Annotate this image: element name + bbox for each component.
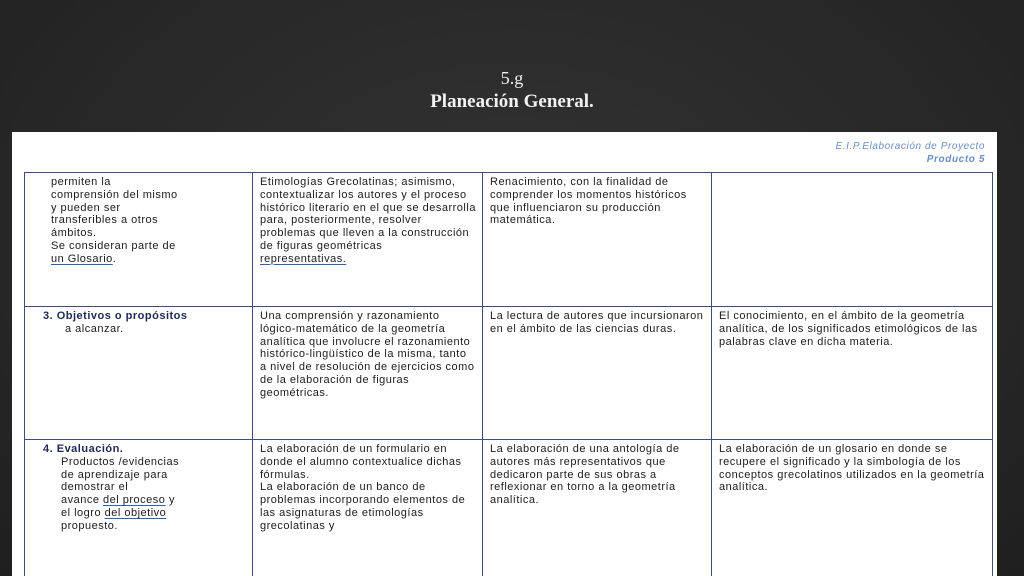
cell-line: Productos /evidencias xyxy=(61,455,180,468)
cell-line xyxy=(43,494,246,507)
cell-line: propuesto. xyxy=(61,519,118,532)
table-row xyxy=(25,173,993,307)
cell-line: y pueden ser xyxy=(51,201,121,214)
table-cell xyxy=(253,173,483,307)
slide-number: 5.g xyxy=(500,68,524,88)
table-row xyxy=(25,307,993,440)
cell-text: avance xyxy=(61,494,104,507)
planning-table xyxy=(24,172,993,576)
table-cell: El conocimiento, en el ámbito de la geometría analítica, de los significados etimológicos de las palabras clave en dicha materia. xyxy=(712,307,993,440)
cell-line: de aprendizaje para xyxy=(61,468,168,481)
cell-line: transferibles a otros xyxy=(51,214,159,227)
table-cell: La elaboración de un glosario en donde se recupere el significado y la simbología de los conceptos grecolatinos utilizados en la geometría analítica. xyxy=(712,440,993,576)
cell-text: el logro xyxy=(61,506,105,519)
cell-line: demostrar el xyxy=(61,481,129,494)
table-row xyxy=(25,440,993,576)
cell-text: . xyxy=(112,252,117,265)
cell-line xyxy=(51,253,246,266)
table-cell: La lectura de autores que incursionaron en el ámbito de las ciencias duras. xyxy=(483,307,712,440)
document-page xyxy=(12,132,997,576)
cell-line: a alcanzar. xyxy=(65,322,124,335)
objective-link[interactable]: del objetivo xyxy=(104,506,167,519)
table-cell: La elaboración de una antología de autores más representativos que dedicaron parte de sus obras a reflexionar en torno a la geometría analítica. xyxy=(483,440,712,576)
cell-line: comprensión del mismo xyxy=(51,188,178,201)
process-link[interactable]: del proceso xyxy=(103,494,166,507)
table-cell xyxy=(25,173,253,307)
glossary-link[interactable]: un Glosario xyxy=(51,252,113,265)
cell-line xyxy=(43,507,246,520)
row-heading: 4. Evaluación. xyxy=(43,443,124,455)
cell-line: permiten la xyxy=(51,176,111,188)
cell-line: ámbitos. xyxy=(51,227,97,240)
table-cell: Renacimiento, con la finalidad de comprender los momentos históricos que influenciaron su producción matemática. xyxy=(483,173,712,307)
cell-text: Etimologías Grecolatinas; asimismo, contextualizar los autores y el proceso histórico literario en el que se desarrolla para, posteriormente, resolver problemas que lleven a la construcción de figuras geométricas xyxy=(260,176,476,252)
cell-text: y xyxy=(165,494,175,507)
slide-heading: Planeación General. xyxy=(430,91,594,112)
header-product: Producto 5 xyxy=(926,154,985,165)
header-project: E.I.P.Elaboración de Proyecto xyxy=(835,141,985,152)
table-cell: Una comprensión y razonamiento lógico-matemático de la geometría analítica que involucre el razonamiento histórico-lingüístico de la misma, tanto a nivel de resolución de ejercicios como de la elaboración de figuras geométricas. xyxy=(253,307,483,440)
cell-link: representativas. xyxy=(260,252,347,265)
table-cell xyxy=(712,173,993,307)
table-cell xyxy=(25,440,253,576)
document-header xyxy=(835,140,985,166)
table-cell xyxy=(25,307,253,440)
row-heading: 3. Objetivos o propósitos xyxy=(43,310,188,322)
cell-line: Se consideran parte de xyxy=(51,239,176,252)
table-cell: La elaboración de un formulario en donde el alumno contextualice dichas fórmulas. La elaboración de un banco de problemas incorporando elementos de las asignaturas de etimologías grecolatinas y xyxy=(253,440,483,576)
slide-title xyxy=(0,66,1024,114)
